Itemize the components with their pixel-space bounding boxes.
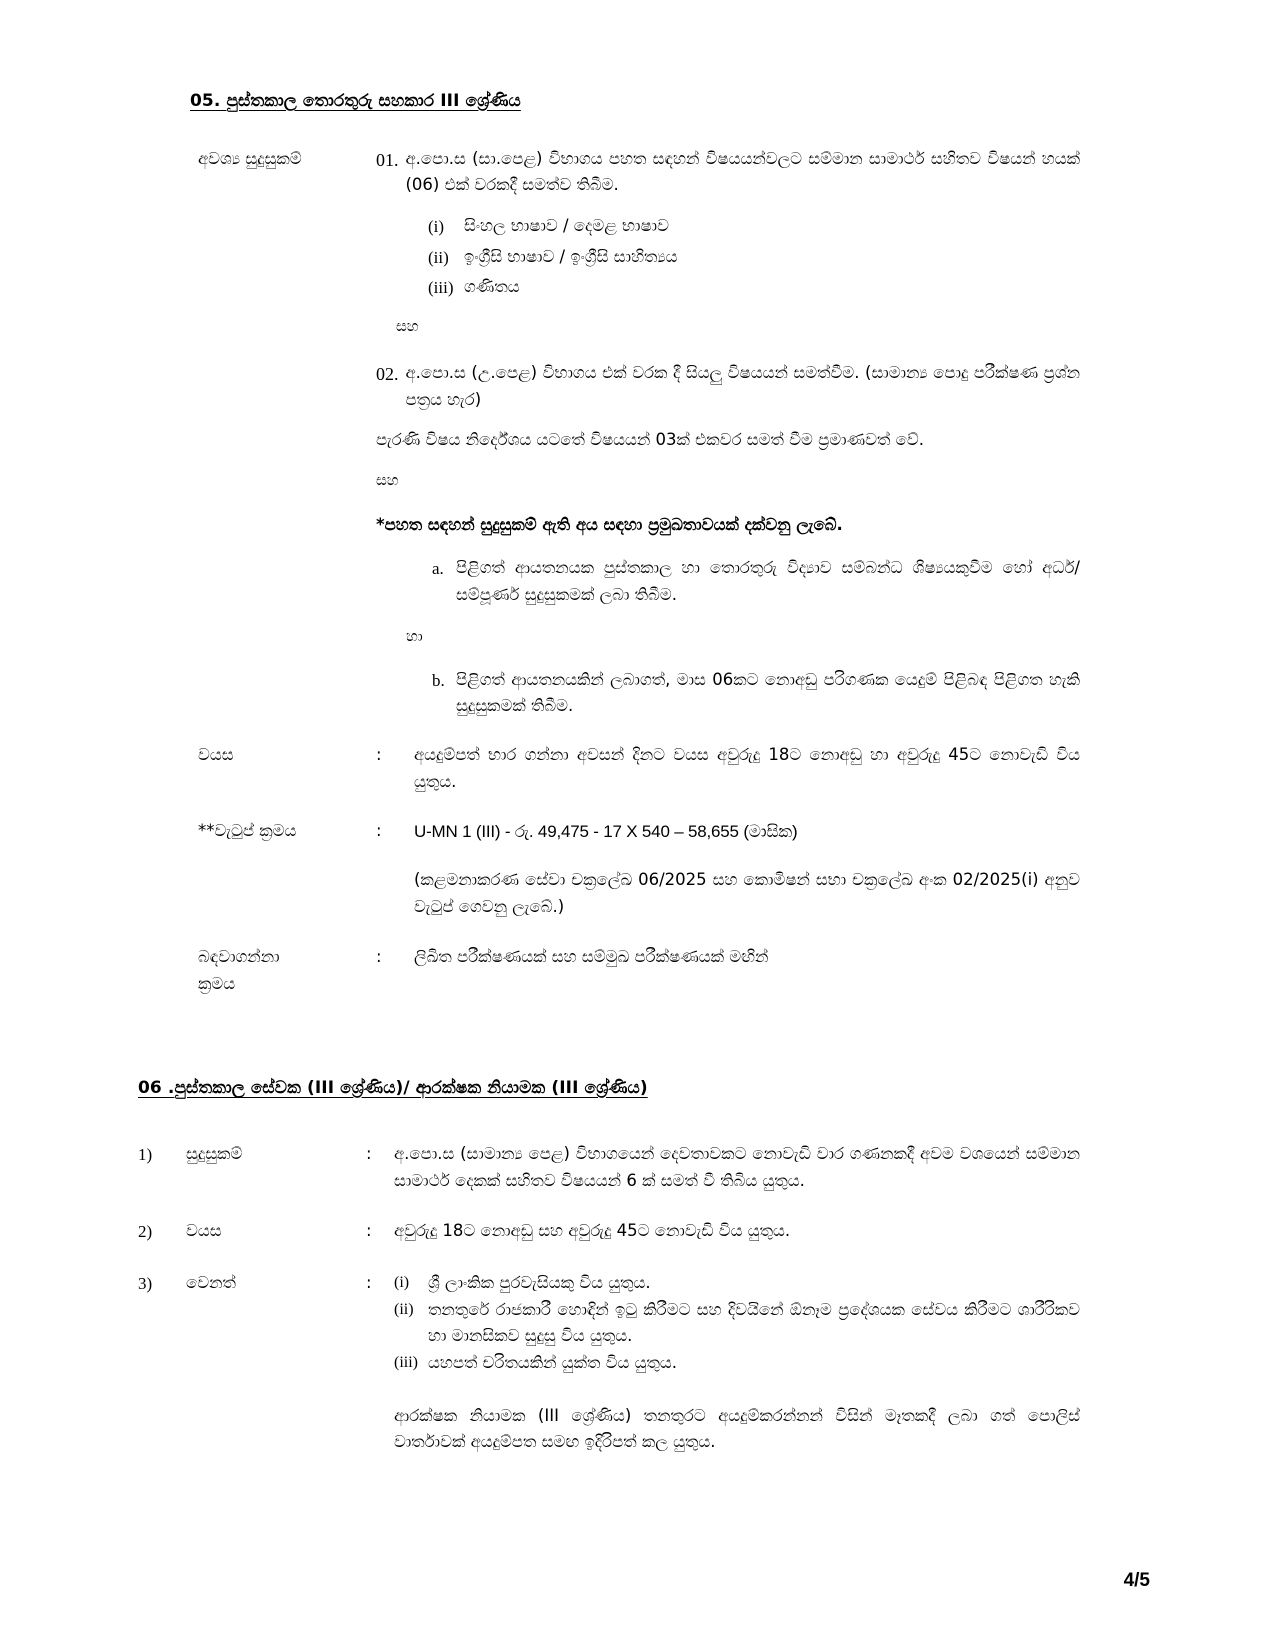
other-requirements-list xyxy=(394,1270,1080,1377)
priority-item-a-number: a. xyxy=(432,559,444,579)
section-05-body xyxy=(198,146,1080,998)
old-syllabus-note: පැරණි විෂය නිර්දේශය යටතේ විෂයයන් 03ක් එකවර සමත් වීම ප්‍රමාණවත් වේ. xyxy=(376,430,924,450)
salary-colon: : xyxy=(376,820,382,840)
other-requirement-item xyxy=(394,1270,1080,1297)
police-report-note: ආරක්ෂක නියාමක (III ශ්‍රේණිය) තනතුරට අයදුම්කරන්නන් විසින් මෑතකදී ලබා ගත් පොලිස් වාර්තාවක් අයදුම්පත සමඟ ඉදිරිපත් කල යුතුය. xyxy=(394,1405,1080,1452)
subject-item-label: සිංහල භාෂාව / දෙමළ භාෂාව xyxy=(464,215,669,235)
qualification-item-1 xyxy=(376,146,1080,199)
qualification-item-2-number: 02. xyxy=(376,363,399,384)
priority-list xyxy=(432,555,1080,608)
other-requirement-text: ශ්‍රී ලාංකික පුරවැසියකු විය යුතුය. xyxy=(428,1272,651,1292)
row-value: අ.පො.ස (සාමාන්‍ය පෙළ) විභාගයෙන් දෙවතාවකට නොවැඩි වාර ගණනකදී අවම වශයෙන් සම්මාන සාමාර්ථ දෙකක් සහිතව විෂයයන් 6 ක් සමත් වී තිබිය යුතුය. xyxy=(394,1143,1080,1190)
priority-item xyxy=(432,555,1080,608)
age-label: වයස xyxy=(198,745,234,765)
age-row xyxy=(198,742,1080,795)
subject-item-number: (i) xyxy=(428,216,445,236)
qualifications-label: අවශ්‍ය සුදුසුකම් xyxy=(198,148,302,168)
age-value: අයදුම්පත් භාර ගන්නා අවසන් දිනට වයස අවුරුදු 18ට නොඅඩු හා අවුරුදු 45ට නොවැඩි විය යුතුය. xyxy=(414,745,1080,791)
recruitment-label-line-1: බඳවාගන්නා xyxy=(198,946,280,966)
qualifications-value xyxy=(376,146,1080,721)
salary-row xyxy=(198,818,1080,920)
row-label: වෙනත් xyxy=(186,1272,236,1292)
section-05-heading xyxy=(190,88,1080,116)
other-requirement-text: තනතුරේ රාජකාරී හොඳින් ඉටු කිරීමට සහ දිවයිනේ ඕනෑම ප්‍රදේශයක සේවය කිරීමට ශාරීරිකව හා මානසිකව සුදුසු විය යුතුය. xyxy=(428,1299,1080,1346)
subject-item-label: ඉංග්‍රීසි භාෂාව / ඉංග්‍රීසි සාහිත්‍යය xyxy=(464,246,678,266)
recruitment-label-line-2: ක්‍රමය xyxy=(198,973,236,993)
priority-item-a-text: පිළිගත් ආයතනයක පුස්තකාල හා තොරතුරු විද්‍යාව සම්බන්ධ ශිෂ්‍යයකුවීම හෝ අර්ධ/සම්පූර්ණ සුදුසුකමක් ලබා තිබීම. xyxy=(456,558,1080,604)
section-05-title: පුස්තකාල තොරතුරු සහකාර III ශ්‍රේණිය xyxy=(226,91,521,111)
other-requirement-text: යහපත් චරිතයකින් යුක්ත විය යුතුය. xyxy=(428,1353,678,1373)
recruitment-label xyxy=(198,944,376,997)
other-requirement-item xyxy=(394,1350,1080,1377)
other-requirement-number: (iii) xyxy=(394,1354,418,1372)
age-colon: : xyxy=(376,745,382,765)
section-06-row-other xyxy=(138,1270,1080,1456)
priority-note: *පහත සඳහන් සුදුසුකම් ඇති අය සඳහා ප්‍රමුඛතාවයක් දක්වනු ලැබේ. xyxy=(376,515,843,535)
subject-item xyxy=(428,274,1080,302)
priority-item xyxy=(432,667,1080,720)
row-value-container xyxy=(394,1270,1080,1456)
priority-list-continued xyxy=(432,667,1080,720)
qualification-item-2-text: අ.පො.ස (උ.පෙළ) විභාගය එක් වරක දී සියලු විෂයයන් සමත්වීම. (සාමාන්‍ය පොදු පරීක්ෂණ ප්‍රශ්න පත්‍රය හැර) xyxy=(405,362,1080,409)
salary-label: **වැටුප් ක්‍රමය xyxy=(198,820,297,840)
row-number: 3) xyxy=(138,1273,153,1293)
qualification-item-1-number: 01. xyxy=(376,149,399,170)
row-label: වයස xyxy=(186,1221,222,1241)
page-content xyxy=(138,88,1080,1480)
page-number: 4/5 xyxy=(1123,1570,1150,1591)
row-label: සුදුසුකම් xyxy=(186,1143,243,1163)
qualifications-row xyxy=(198,146,1080,721)
priority-item-b-text: පිළිගත් ආයතනයකින් ලබාගත්, මාස 06කට නොඅඩු පරිගණක යෙදුම් පිළිබඳ පිළිගත හැකි සුදුසුකමක් තිබීම. xyxy=(456,669,1080,716)
section-06-heading xyxy=(138,1075,1080,1103)
recruitment-row xyxy=(198,944,1080,997)
subject-item xyxy=(428,213,1080,241)
section-06-title: පුස්තකාල සේවක (III ශ්‍රේණිය)/ ආරක්ෂක නියාමක (III ශ්‍රේණිය) xyxy=(174,1078,648,1099)
qualification-item-1-text: අ.පො.ස (සා.පෙළ) විභාගය පහත සඳහන් විෂයයන්වලට සම්මාන සාමාර්ථ සහිතව විෂයන් හයක් (06) එක් වරකදී සමත්ව තිබීම. xyxy=(405,148,1080,195)
priority-item-b-number: b. xyxy=(432,670,445,690)
conjunction-and-2: සහ xyxy=(376,471,399,490)
other-requirement-number: (i) xyxy=(394,1273,410,1291)
qualification-item-2 xyxy=(376,360,1080,413)
other-requirement-number: (ii) xyxy=(394,1300,414,1318)
conjunction-and-1: සහ xyxy=(396,316,419,335)
row-value: අවුරුදු 18ට නොඅඩු සහ අවුරුදු 45ට නොවැඩි විය යුතුය. xyxy=(394,1221,791,1241)
recruitment-value: ලිඛිත පරීක්ෂණයක් සහ සම්මුඛ පරීක්ෂණයක් මඟින් xyxy=(414,946,769,966)
recruitment-colon: : xyxy=(376,946,382,966)
row-colon: : xyxy=(366,1272,372,1292)
subject-list xyxy=(428,213,1080,302)
row-number: 1) xyxy=(138,1144,153,1164)
salary-scale-value: U-MN 1 (III) - රු. 49,475 - 17 X 540 – 58,655 (මාසික) xyxy=(414,821,798,841)
section-06-row-qualifications xyxy=(138,1141,1080,1194)
conjunction-and-3: හා xyxy=(406,627,423,646)
section-06-number: 06 . xyxy=(138,1078,175,1099)
salary-value-container xyxy=(414,818,1080,920)
subject-item xyxy=(428,244,1080,272)
other-requirement-item xyxy=(394,1297,1080,1350)
subject-item-label: ගණිතය xyxy=(464,277,520,297)
section-06-body xyxy=(138,1141,1080,1456)
salary-circular-note: (කළමනාකරණ සේවා චක්‍රලේඛ 06/2025 සහ කොමිෂන් සභා චක්‍රලේඛ අංක 02/2025(i) අනුව වැටුප් ගෙවනු ලැබේ.) xyxy=(414,870,1080,916)
row-colon: : xyxy=(366,1143,372,1163)
subject-item-number: (ii) xyxy=(428,247,449,267)
subject-item-number: (iii) xyxy=(428,278,454,298)
section-06-row-age xyxy=(138,1218,1080,1246)
row-colon: : xyxy=(366,1221,372,1241)
row-number: 2) xyxy=(138,1222,153,1242)
section-05-number: 05. xyxy=(190,91,221,111)
